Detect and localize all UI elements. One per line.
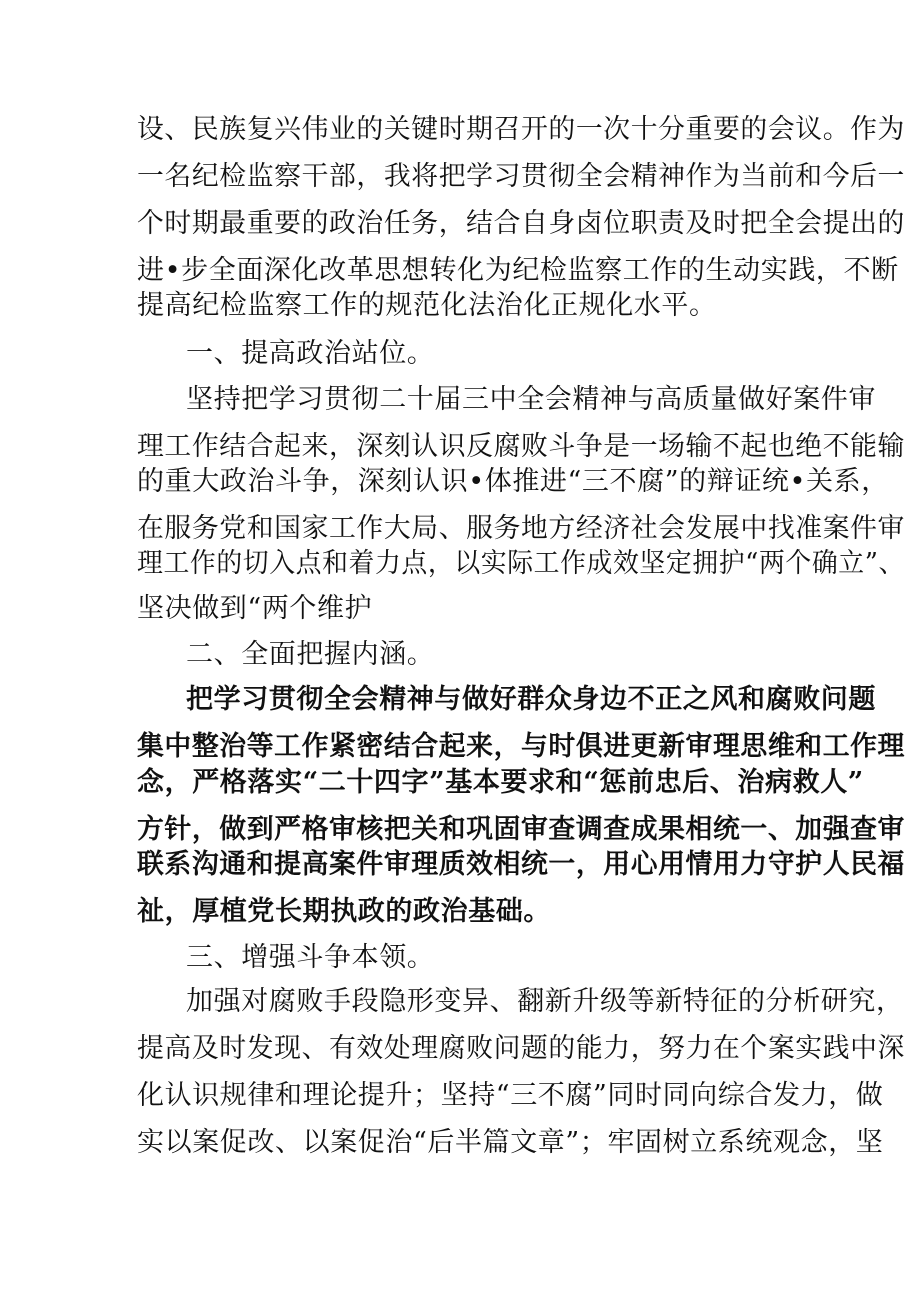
paragraph-line: 一名纪检监察干部，我将把学习贯彻全会精神作为当前和今后一 [137,161,905,192]
paragraph-line: 提高纪检监察工作的规范化法治化正规化水平。 [137,290,717,321]
paragraph-line: 联系沟通和提高案件审理质效相统一，用心用情用力守护人民福 [137,849,905,880]
paragraph-line: 进•步全面深化改革思想转化为纪检监察工作的生动实践，不断 [137,255,899,286]
paragraph-line: 祉，厚植党长期执政的政治基础。 [137,896,551,927]
paragraph-line: 化认识规律和理论提升；坚持“三不腐”同时同向综合发力，做 [137,1080,884,1111]
paragraph-line: 把学习贯彻全会精神与做好群众身边不正之风和腐败问题 [186,684,876,715]
paragraph-line: 在服务党和国家工作大局、服务地方经济社会发展中找准案件审 [137,513,905,544]
paragraph-line: 念，严格落实“二十四字”基本要求和“惩前忠后、治病救人” [137,767,864,798]
paragraph-line: 坚持把学习贯彻二十届三中全会精神与高质量做好案件审 [186,384,876,415]
paragraph-line: 理工作结合起来，深刻认识反腐败斗争是一场输不起也绝不能输 [137,431,905,462]
paragraph-line: 加强对腐败手段隐形变异、翻新升级等新特征的分析研究， [186,986,904,1017]
paragraph-line: 实以案促改、以案促治“后半篇文章”；牢固树立系统观念，坚 [137,1127,884,1158]
paragraph-line: 坚决做到“两个维护 [137,593,373,624]
paragraph-line: 设、民族复兴伟业的关键时期召开的一次十分重要的会议。作为 [137,114,905,145]
paragraph-line: 的重大政治斗争，深刻认识•体推进“三不腐”的辩证统•关系， [137,466,889,497]
paragraph-line: 个时期最重要的政治任务，结合自身卤位职责及时把全会提出的 [137,208,905,239]
paragraph-line: 理工作的切入点和着力点，以实际工作成效坚定拥护“两个确立”、 [137,548,905,579]
section-heading: 二、全面把握内涵。 [186,639,435,670]
section-heading: 一、提高政治站位。 [186,338,435,369]
paragraph-line: 提高及时发现、有效处理腐败问题的能力，努力在个案实践中深 [137,1033,905,1064]
paragraph-line: 方针，做到严格审核把关和巩固审查调查成果相统一、加强查审 [137,814,905,845]
section-heading: 三、增强斗争本领。 [186,942,435,973]
paragraph-line: 集中整治等工作紧密结合起来，与时俱进更新审理思维和工作理 [137,731,905,762]
